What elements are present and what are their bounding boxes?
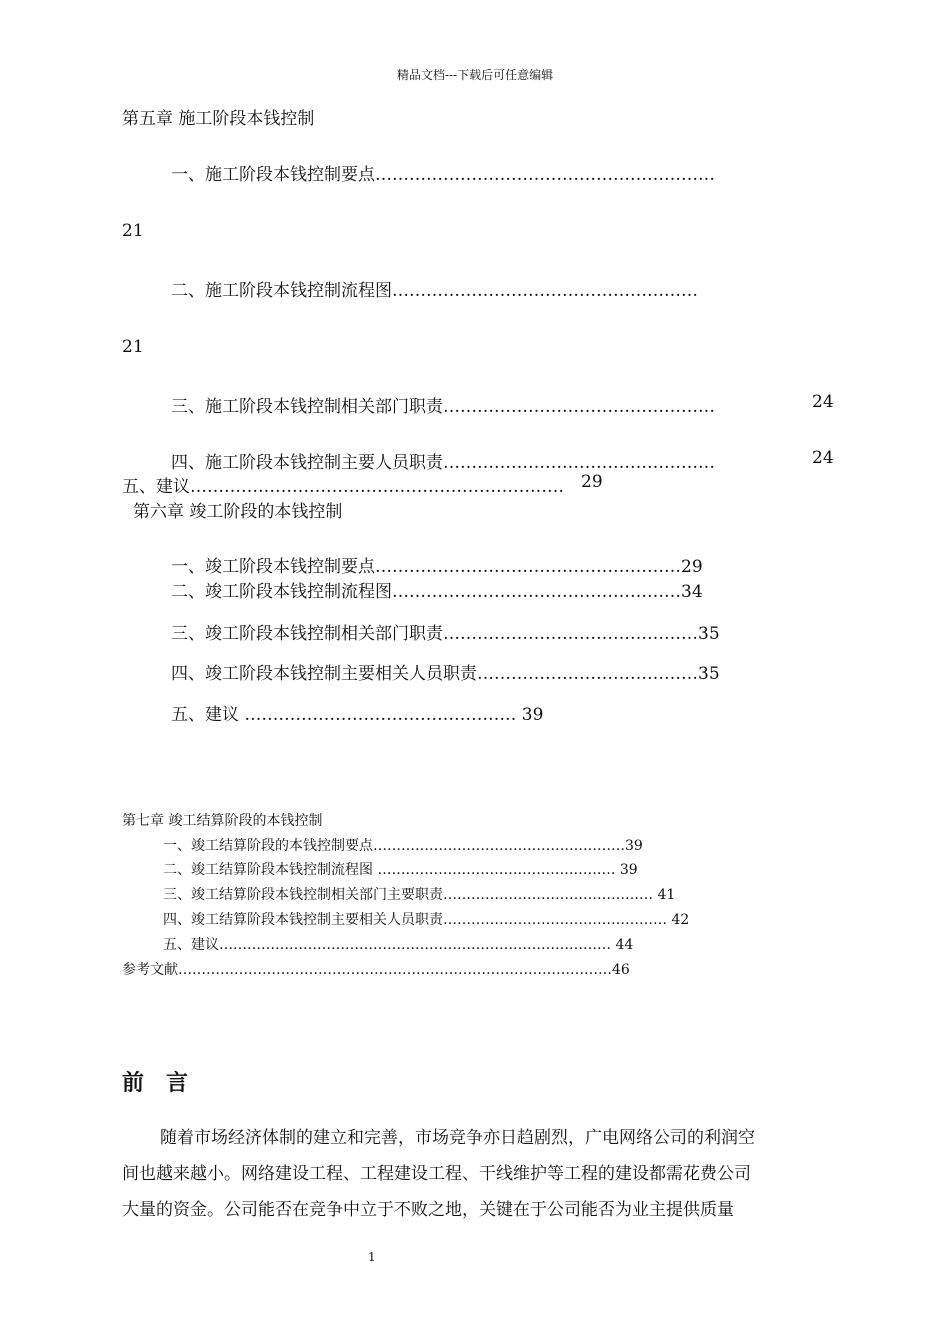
toc-entry: 三、施工阶段本钱控制相关部门职责………………………………………… [171,397,715,417]
preface-paragraph-line: 间也越来越小。网络建设工程、工程建设工程、干线维护等工程的建设都需花费公司 [122,1164,751,1184]
toc-page-number: 24 [812,392,834,412]
toc-entry: 四、竣工结算阶段本钱控制主要相关人员职责………………………………………… 42 [163,912,690,928]
toc-entry: 二、竣工阶段本钱控制流程图……………………………………………34 [171,582,703,602]
toc-entry: 三、竣工阶段本钱控制相关部门职责………………………………………35 [171,624,720,644]
toc-entry: 五、建议………………………………………………………… [122,477,564,497]
preface-heading: 前言 [122,1070,211,1096]
toc-entry: 二、施工阶段本钱控制流程图……………………………………………… [171,281,698,301]
toc-entry: 四、竣工阶段本钱控制主要相关人员职责…………………………………35 [171,664,720,684]
toc-entry: 四、施工阶段本钱控制主要人员职责………………………………………… [171,453,715,473]
preface-paragraph-line: 随着市场经济体制的建立和完善，市场竞争亦日趋剧烈，广电网络公司的利润空 [160,1128,755,1148]
toc-references: 参考文献…………………………………………………………………………………46 [122,962,630,978]
toc-entry: 五、建议 ………………………………………… 39 [171,705,544,725]
chapter-6-title: 第六章 竣工阶段的本钱控制 [133,502,343,522]
toc-entry: 一、竣工阶段本钱控制要点………………………………………………29 [171,557,703,577]
toc-entry: 三、竣工结算阶段本钱控制相关部门主要职责……………………………………… 41 [163,887,676,903]
toc-entry: 五、建议………………………………………………………………………… 44 [163,937,634,953]
toc-page-number: 24 [812,448,834,468]
page-number: 1 [368,1250,376,1264]
toc-entry: 一、施工阶段本钱控制要点…………………………………………………… [171,165,715,185]
toc-page-number: 21 [122,337,144,357]
preface-paragraph-line: 大量的资金。公司能否在竞争中立于不败之地，关键在于公司能否为业主提供质量 [122,1200,734,1220]
toc-entry: 二、竣工结算阶段本钱控制流程图 …………………………………………… 39 [163,862,638,878]
page-header: 精品文档---下载后可任意编辑 [396,68,554,82]
toc-entry: 一、竣工结算阶段的本钱控制要点………………………………………………39 [163,838,643,854]
toc-page-number: 21 [122,221,144,241]
chapter-7-title: 第七章 竣工结算阶段的本钱控制 [122,813,323,829]
toc-page-number: 29 [581,472,603,492]
chapter-5-title: 第五章 施工阶段本钱控制 [122,109,315,129]
